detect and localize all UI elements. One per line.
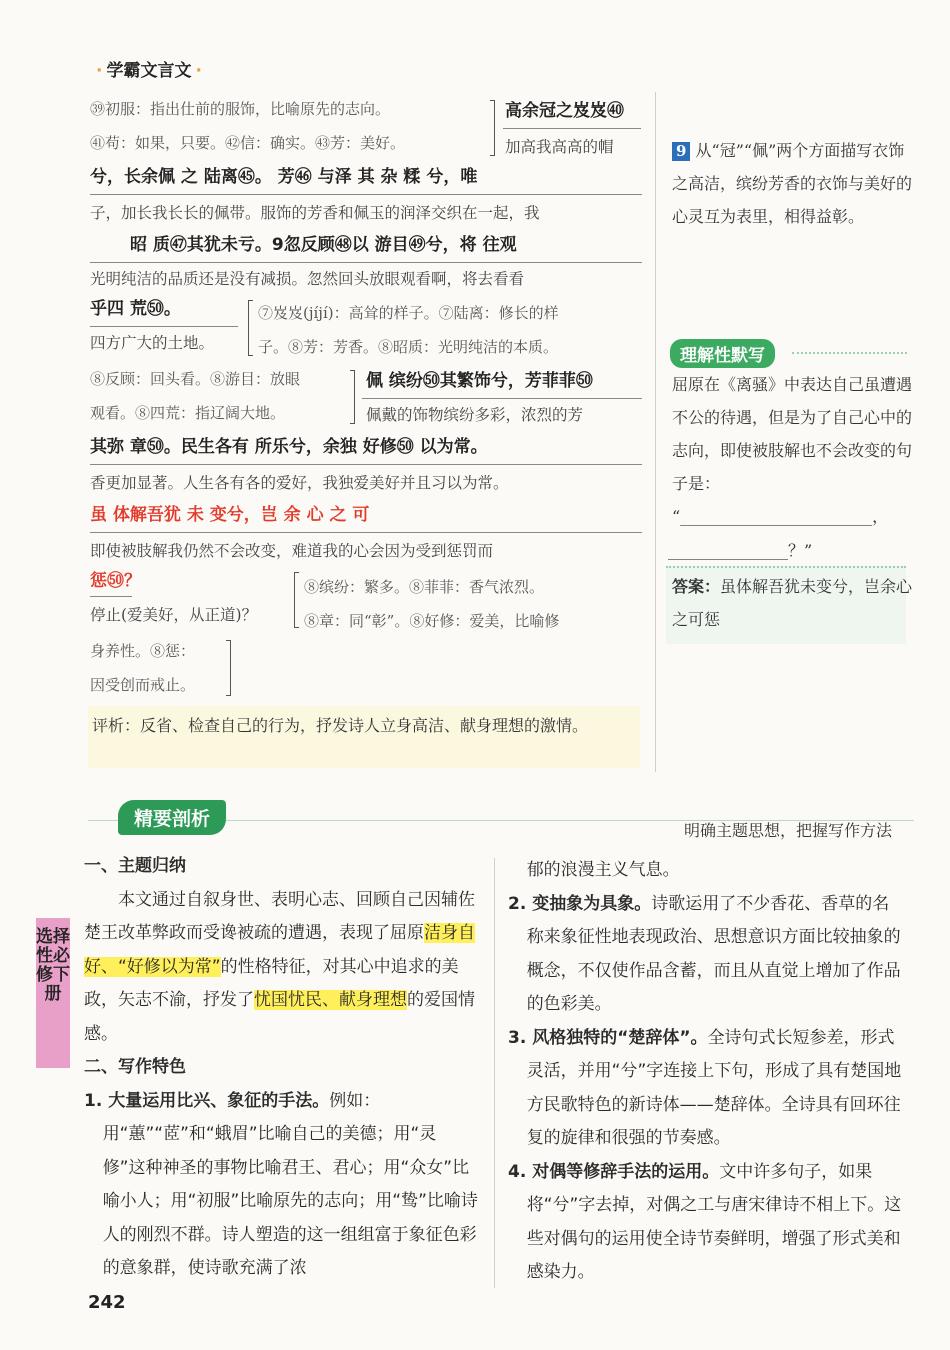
- bracket: [226, 640, 231, 696]
- annotation-line: 观看。⑧四荒：指辽阔大地。: [90, 404, 286, 422]
- tip-box: [672, 134, 917, 233]
- feature-item: [508, 888, 904, 1022]
- annotation-line: ⑧章：同“彰”。⑧好修：爱美，比喻修: [304, 612, 560, 630]
- original-line: 佩 缤纷㊿其繁饰兮，芳菲菲㊿: [366, 371, 593, 391]
- dictation-question: 屈原在《离骚》中表达自己虽遭遇不公的待遇，但是为了自己心中的志向，即使被肢解也不会改变的句子是：: [672, 375, 913, 493]
- column-divider: [494, 858, 495, 1288]
- answer-label: 答案：: [672, 577, 721, 596]
- bracket: [490, 100, 495, 156]
- original-line: [130, 234, 517, 256]
- answer-text: 虽体解吾犹未变兮，岂余心之可惩: [672, 577, 913, 629]
- page-number: 242: [88, 1292, 126, 1313]
- annotation-line: 身养性。⑧惩：: [90, 642, 196, 660]
- translation-line: 加高我高高的帽: [505, 138, 614, 156]
- feature-text: 文中许多句子，如果将“兮”字去掉，对偶之工与唐宋律诗不相上下。这些对偶句的运用使全诗节奏鲜明，增强了形式美和感染力。: [526, 1161, 902, 1282]
- section-header: [88, 800, 914, 840]
- underline: [90, 596, 132, 597]
- translation-line: 子，加长我长长的佩带。服饰的芳香和佩玉的润泽交织在一起，我: [90, 204, 540, 222]
- annotation-line: 子。⑧芳：芳香。⑧昭质：光明纯洁的本质。: [258, 338, 559, 356]
- text: 的性格特征，对其心中追求的美政，矢志不渝，抒发了: [84, 956, 459, 1010]
- heading-theme: 一、主题归纳: [84, 856, 186, 876]
- tip-text: 从“冠”“佩”两个方面描写衣饰之高洁，缤纷芳香的衣饰与美好的心灵互为表里，相得益彰。: [672, 141, 913, 226]
- bracket: [248, 300, 253, 356]
- feature-title: 4. 对偶等修辞手法的运用。: [508, 1161, 720, 1182]
- feature-title: 1. 大量运用比兴、象征的手法。: [84, 1090, 330, 1111]
- key-line: 惩㊿？: [90, 571, 141, 591]
- underline: [362, 398, 642, 399]
- underline: [90, 194, 642, 195]
- annotation-line: 因受创而戒止。: [90, 676, 196, 694]
- annotation-line: ㊶苟：如果，只要。㊷信：确实。㊸芳：美好。: [90, 134, 406, 152]
- feature-text: 例如：用“蕙”“茝”和“蛾眉”比喻自己的美德；用“灵修”这种神圣的事物比喻君王、君心；用“众女”比喻小人；用“初服”比喻原先的志向；用“鸷”比喻诗人的刚烈不群。诗人塑造的这一组组富于象征色彩的意象群，使诗歌充满了浓: [102, 1090, 478, 1278]
- feature-title: 3. 风格独特的“楚辞体”。: [508, 1027, 708, 1048]
- feature-text: 全诗句式长短参差，形式灵活，并用“兮”字连接上下句，形成了具有楚国地方民歌特色的新诗体——楚辞体。全诗具有回环往复的旋律和很强的节奏感。: [526, 1027, 902, 1148]
- left-column: [84, 850, 478, 1286]
- original-line: 乎四 荒㊿。: [90, 299, 181, 319]
- translation-line: 停止(爱美好，从正道)？: [90, 606, 258, 624]
- feature-item: [508, 1156, 904, 1290]
- dictation-rule: [792, 352, 907, 354]
- underline: [90, 464, 642, 465]
- blank-1: “________________________，: [672, 507, 889, 526]
- highlight: 洁身自好、“好修以为常”: [84, 923, 475, 977]
- feature-title: 2. 变抽象为具象。: [508, 893, 652, 914]
- dictation-title: 理解性默写: [670, 339, 775, 368]
- right-column: [508, 854, 904, 1290]
- text: 的爱国情感。: [84, 990, 475, 1044]
- blank-2: _______________？”: [668, 541, 813, 560]
- bracket: [350, 370, 355, 424]
- bracket: [294, 572, 299, 628]
- heading-features: 二、写作特色: [84, 1057, 186, 1077]
- feature-item: [84, 1085, 478, 1286]
- original-line: 其弥 章㊿。民生各有 所乐兮，余独 好修㊿ 以为常。: [90, 437, 488, 457]
- annotation-line: ⑦岌岌(jíjí)：高耸的样子。⑦陆离：修长的样: [258, 304, 559, 322]
- header-title: 学霸文言文: [106, 61, 192, 81]
- header: · 学霸文言文 ·: [96, 61, 202, 81]
- theme-paragraph: [84, 884, 478, 1052]
- underline: [90, 532, 642, 533]
- section-subtitle: 明确主题思想，把握写作方法: [683, 821, 892, 840]
- original-line-text: 昭 质㊼其犹未亏。9忽反顾㊽以 游目㊾兮，将 往观: [130, 235, 517, 255]
- annotation-line: ⑧反顾：回头看。⑧游目：放眼: [90, 370, 301, 388]
- column-divider: [655, 92, 656, 772]
- answer: [672, 570, 917, 636]
- annotation-line: ㊴初服：指出仕前的服饰，比喻原先的志向。: [90, 100, 391, 118]
- translation-line: 香更加显著。人生各有各的爱好，我独爱美好并且习以为常。: [90, 474, 509, 492]
- translation-line: 光明纯洁的品质还是没有减损。忽然回头放眼观看啊，将去看看: [90, 270, 525, 288]
- translation-line: 佩戴的饰物缤纷多彩，浓烈的芳: [366, 406, 584, 424]
- text: 本文通过自叙身世、表明心志、回顾自己因辅佐楚王改革弊政而受谗被疏的遭遇，表现了屈原: [84, 889, 475, 943]
- underline: [90, 262, 642, 263]
- tip-tag: 9: [672, 142, 690, 161]
- continuation: 郁的浪漫主义气息。: [526, 860, 680, 880]
- underline: [503, 128, 641, 129]
- feature-item: [508, 1022, 904, 1156]
- highlight: 忧国忧民、献身理想: [254, 990, 407, 1010]
- side-tab: 选择性必修下册: [36, 918, 70, 1068]
- translation-line: 四方广大的土地。: [90, 334, 215, 352]
- feature-text: 诗歌运用了不少香花、香草的名称来象征性地表现政治、思想意识方面比较抽象的概念，不仅使作品含蓄，而且从直觉上增加了作品的色彩美。: [526, 893, 901, 1014]
- key-line: 虽 体解吾犹 未 变兮，岂 余 心 之 可: [90, 505, 370, 525]
- original-line: 高余冠之岌岌㊵: [505, 101, 624, 121]
- annotation-line: ⑧缤纷：繁多。⑧菲菲：香气浓烈。: [304, 578, 545, 596]
- analysis-box: [88, 706, 640, 768]
- translation-line: 即使被肢解我仍然不会改变，难道我的心会因为受到惩罚而: [90, 542, 494, 560]
- section-title: 精要剖析: [118, 800, 226, 835]
- underline: [90, 326, 238, 327]
- analysis-text: 评析：反省、检查自己的行为，抒发诗人立身高洁、献身理想的激情。: [92, 716, 589, 735]
- original-line: 兮，长余佩 之 陆离㊺。 芳㊻ 与泽 其 杂 糅 兮，唯: [90, 167, 478, 187]
